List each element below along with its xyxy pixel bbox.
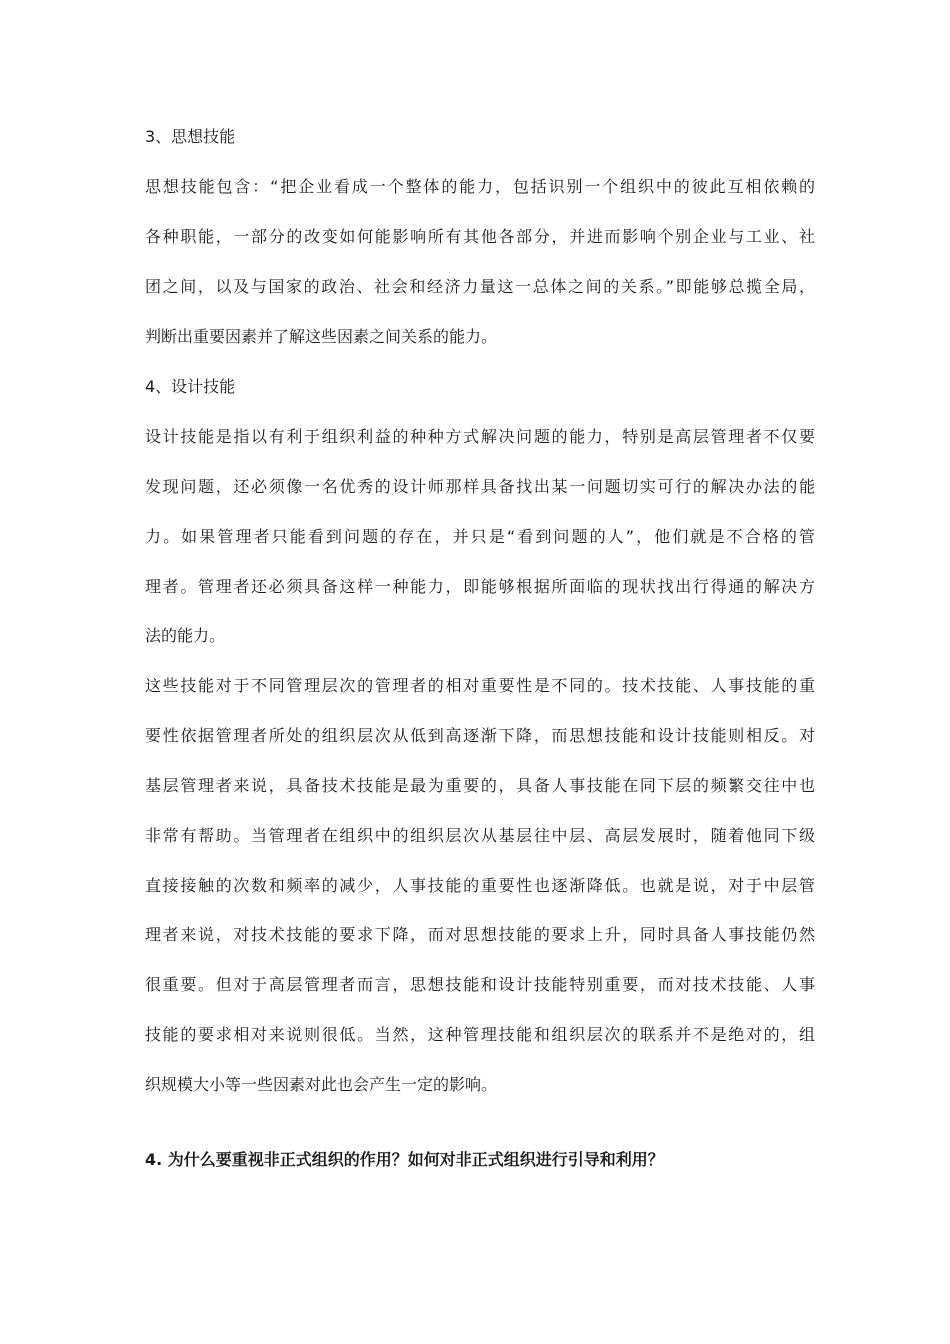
section-heading-design-skills: 4、设计技能 [145,377,236,396]
paragraph-line: 力。如果管理者只能看到问题的存在，并只是“看到问题的人”，他们就是不合格的管 [145,527,815,546]
paragraph-line: 理者。管理者还必须具备这样一种能力，即能够根据所面临的现状找出行得通的解决方 [145,577,815,596]
paragraph-line: 判断出重要因素并了解这些因素之间关系的能力。 [145,327,498,346]
paragraph-line: 思想技能包含：“把企业看成一个整体的能力，包括识别一个组织中的彼此互相依赖的 [145,177,815,196]
paragraph-line: 技能的要求相对来说则很低。当然，这种管理技能和组织层次的联系并不是绝对的，组 [145,1025,815,1044]
paragraph-line: 各种职能，一部分的改变如何能影响所有其他各部分，并进而影响个别企业与工业、社 [145,227,815,246]
paragraph-line: 发现问题，还必须像一名优秀的设计师那样具备找出某一问题切实可行的解决办法的能 [145,477,815,496]
paragraph-line: 设计技能是指以有利于组织利益的种种方式解决问题的能力，特别是高层管理者不仅要 [145,427,815,446]
paragraph-line: 直接接触的次数和频率的减少，人事技能的重要性也逐渐降低。也就是说，对于中层管 [145,876,815,895]
section-heading-thinking-skills: 3、思想技能 [145,127,236,146]
paragraph-line: 团之间，以及与国家的政治、社会和经济力量这一总体之间的关系。”即能够总揽全局， [145,277,815,296]
paragraph-line: 法的能力。 [145,626,226,645]
paragraph-line: 很重要。但对于高层管理者而言，思想技能和设计技能特别重要，而对技术技能、人事 [145,975,815,994]
paragraph-line: 理者来说，对技术技能的要求下降，而对思想技能的要求上升，同时具备人事技能仍然 [145,925,815,944]
paragraph-line: 非常有帮助。当管理者在组织中的组织层次从基层往中层、高层发展时，随着他同下级 [145,826,815,845]
question-heading: 4. 为什么要重视非正式组织的作用？如何对非正式组织进行引导和利用？ [145,1150,664,1169]
paragraph-line: 基层管理者来说，具备技术技能是最为重要的，具备人事技能在同下层的频繁交往中也 [145,776,815,795]
paragraph-line: 要性依据管理者所处的组织层次从低到高逐渐下降，而思想技能和设计技能则相反。对 [145,726,815,745]
paragraph-line: 这些技能对于不同管理层次的管理者的相对重要性是不同的。技术技能、人事技能的重 [145,676,815,695]
paragraph-line: 织规模大小等一些因素对此也会产生一定的影响。 [145,1075,498,1094]
